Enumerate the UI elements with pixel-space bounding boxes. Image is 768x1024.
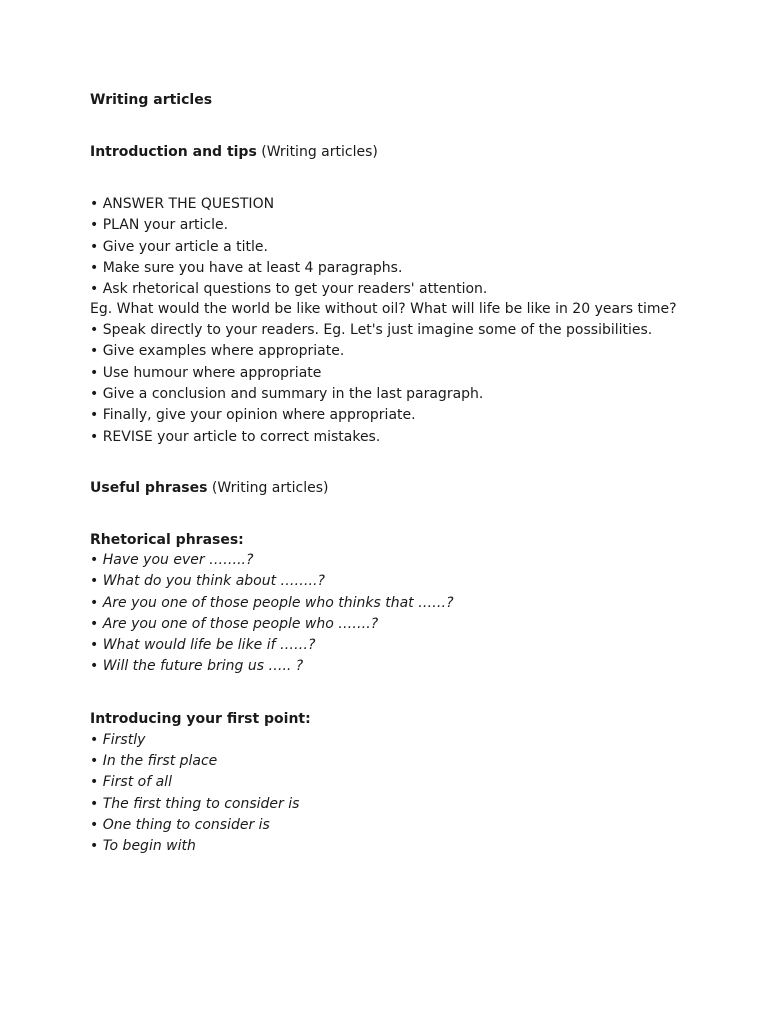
- bullet: •: [90, 774, 99, 790]
- bullet: •: [90, 595, 99, 611]
- first-point-item: [90, 731, 145, 749]
- first-point-item-text: In the first place: [102, 753, 218, 769]
- intro-heading: Introduction and tips: [90, 144, 257, 160]
- bullet: •: [90, 616, 99, 632]
- intro-subheading: (Writing articles): [261, 144, 378, 160]
- bullet: •: [90, 753, 99, 769]
- rhetorical-item-text: What do you think about ……..?: [102, 573, 325, 589]
- bullet: •: [90, 552, 99, 568]
- first-point-item: [90, 773, 172, 791]
- intro-heading-line: [90, 143, 378, 161]
- useful-subheading: (Writing articles): [211, 480, 329, 496]
- rhetorical-item-text: What would life be like if ……?: [102, 637, 316, 653]
- first-point-item-text: First of all: [102, 774, 172, 790]
- tip-example: Eg. What would the world be like without oil? What will life be like in 20 years time?: [90, 301, 677, 317]
- rhetorical-item-text: Are you one of those people who thinks that ……?: [102, 595, 454, 611]
- tip-item: • Make sure you have at least 4 paragraphs.: [90, 260, 403, 276]
- rhetorical-item: [90, 615, 378, 633]
- bullet: •: [90, 838, 99, 854]
- first-point-item-text: To begin with: [102, 838, 196, 854]
- tip-item: • Finally, give your opinion where appropriate.: [90, 407, 416, 423]
- rhetorical-item: [90, 551, 253, 569]
- rhetorical-item: [90, 594, 454, 612]
- first-point-item-text: One thing to consider is: [102, 817, 270, 833]
- rhetorical-item-text: Have you ever ……..?: [102, 552, 254, 568]
- tip-item: • Give your article a title.: [90, 239, 268, 255]
- bullet: •: [90, 796, 99, 812]
- bullet: •: [90, 573, 99, 589]
- tip-item: • REVISE your article to correct mistakes.: [90, 429, 381, 445]
- rhetorical-item: [90, 572, 325, 590]
- document-title: Writing articles: [90, 92, 213, 108]
- tip-item: • Ask rhetorical questions to get your readers' attention.: [90, 281, 488, 297]
- rhetorical-item: [90, 636, 315, 654]
- rhetorical-item: [90, 657, 303, 675]
- tip-item: • PLAN your article.: [90, 217, 229, 233]
- rhetorical-item-text: Will the future bring us ….. ?: [102, 658, 304, 674]
- first-point-item: [90, 837, 196, 855]
- tip-item: • Give a conclusion and summary in the last paragraph.: [90, 386, 484, 402]
- useful-heading: Useful phrases: [90, 480, 208, 496]
- tip-item: • ANSWER THE QUESTION: [90, 196, 275, 212]
- first-point-item-text: The first thing to consider is: [102, 796, 300, 812]
- bullet: •: [90, 658, 99, 674]
- useful-heading-line: [90, 479, 328, 497]
- first-point-item: [90, 752, 217, 770]
- rhetorical-heading: Rhetorical phrases:: [90, 532, 244, 548]
- first-point-item: [90, 816, 270, 834]
- tip-item: • Give examples where appropriate.: [90, 343, 345, 359]
- first-point-heading: Introducing your first point:: [90, 711, 311, 727]
- bullet: •: [90, 817, 99, 833]
- first-point-item: [90, 795, 299, 813]
- first-point-item-text: Firstly: [102, 732, 146, 748]
- bullet: •: [90, 732, 99, 748]
- tip-item: • Use humour where appropriate: [90, 365, 322, 381]
- rhetorical-item-text: Are you one of those people who …….?: [102, 616, 379, 632]
- bullet: •: [90, 637, 99, 653]
- tip-item: • Speak directly to your readers. Eg. Let's just imagine some of the possibilities.: [90, 322, 653, 338]
